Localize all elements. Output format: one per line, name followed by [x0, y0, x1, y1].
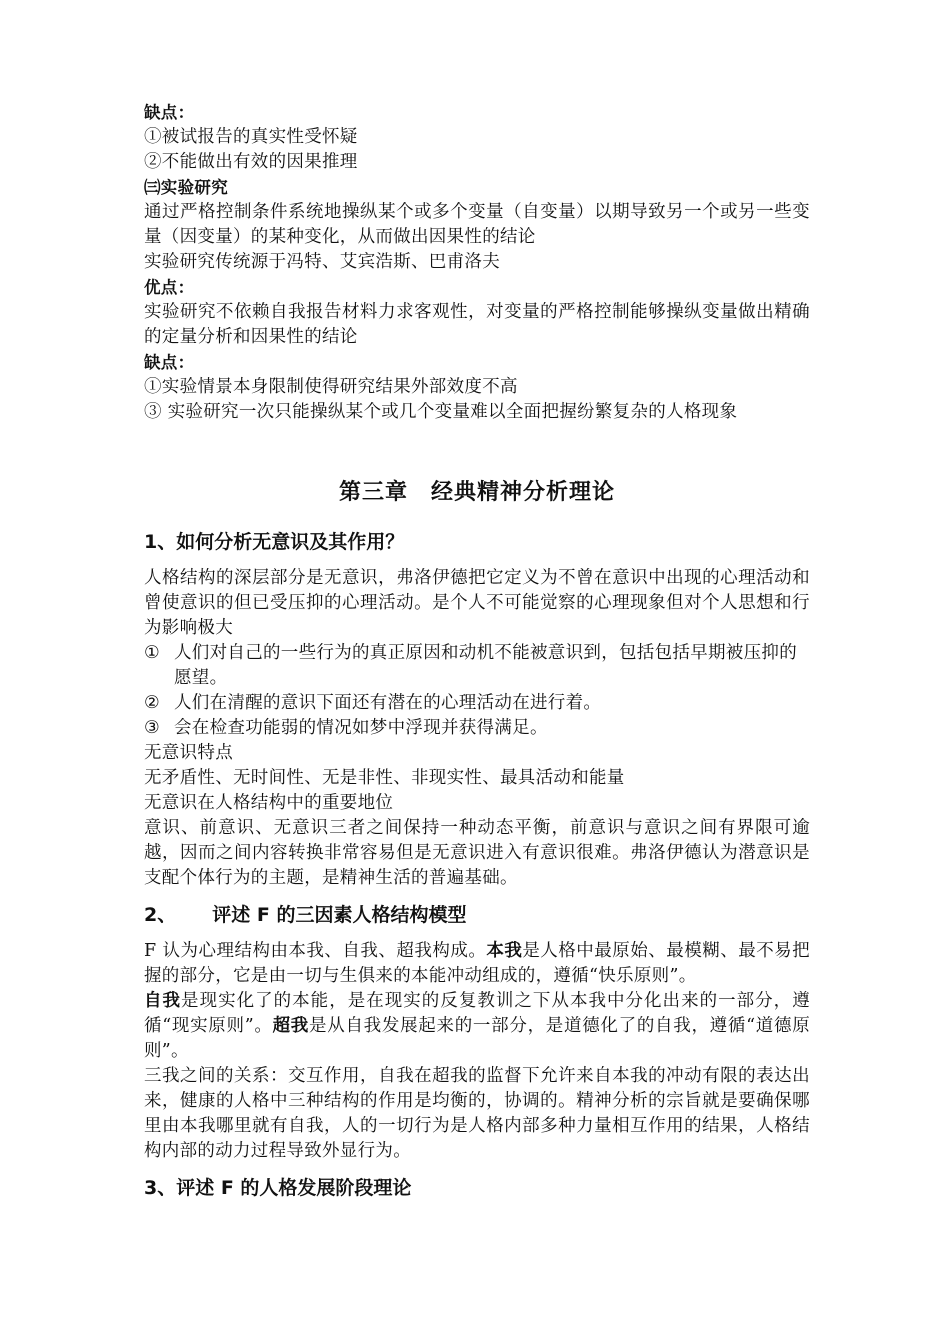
q1-list-item-3 — [144, 716, 810, 741]
q1-features-title: 无意识特点 — [144, 743, 233, 763]
q2-p2-text-a: 是现实化了的本能，是在现实的反复教训之下从本我中分化出来的一部分，遵循“现实原则”。 — [144, 991, 810, 1036]
q2-title-num: 2、 — [144, 904, 177, 926]
q2-paragraph-2 — [144, 989, 810, 1064]
cons-item-2: ②不能做出有效的因果推理 — [144, 152, 358, 172]
q2-paragraph-3: 三我之间的关系：交互作用，自我在超我的监督下允许来自本我的冲动有限的表达出来，健康的人格中三种结构的作用是均衡的，协调的。精神分析的宗旨就是要确保哪里由本我哪里就有自我，人的一切行为是人格内部多种力量相互作用的结果，人格结构内部的动力过程导致外显行为。 — [144, 1066, 810, 1161]
experiment-definition: 通过严格控制条件系统地操纵某个或多个变量（自变量）以期导致另一个或另一些变量（因变量）的某种变化，从而做出因果性的结论 — [144, 202, 810, 247]
page-content — [144, 100, 810, 1212]
q1-item-3-num: ③ — [144, 718, 160, 738]
q1-features-text: 无矛盾性、无时间性、无是非性、非现实性、最具活动和能量 — [144, 768, 625, 788]
pros-text: 实验研究不依赖自我报告材料力求客观性，对变量的严格控制能够操纵变量做出精确的定量分析和因果性的结论 — [144, 302, 810, 347]
q1-item-2-text: 人们在清醒的意识下面还有潜在的心理活动在进行着。 — [174, 693, 602, 713]
pros-label: 优点： — [144, 278, 195, 297]
q1-list-item-1 — [144, 641, 810, 691]
q2-title-text: 评述 F 的三因素人格结构模型 — [212, 904, 467, 926]
q2-p1-text-b: 是人格中最原始、最模糊、最不易把握的部分，它是由一切与生俱来的本能冲动组成的，遵循“快乐原则”。 — [144, 941, 810, 986]
experiment-origin: 实验研究传统源于冯特、艾宾浩斯、巴甫洛夫 — [144, 252, 500, 272]
keyword-superego: 超我 — [272, 1016, 310, 1036]
q3-title: 3、评述 F 的人格发展阶段理论 — [144, 1177, 412, 1199]
q1-item-3-text: 会在检查功能弱的情况如梦中浮现并获得满足。 — [174, 718, 548, 738]
experiment-heading: ㈢实验研究 — [144, 178, 228, 197]
q2-p1-text-a: F 认为心理结构由本我、自我、超我构成。 — [144, 941, 487, 961]
q1-item-1-num: ① — [144, 643, 160, 663]
q1-item-2-num: ② — [144, 693, 160, 713]
keyword-id: 本我 — [486, 941, 523, 961]
cons-item-1: ①被试报告的真实性受怀疑 — [144, 127, 358, 147]
q2-title — [144, 901, 810, 929]
chapter-title: 第三章 经典精神分析理论 — [338, 480, 615, 505]
q2-p2-text-b: 是从自我发展起来的一部分，是道德化了的自我，遵循“道德原则”。 — [144, 1016, 810, 1061]
q1-role-text: 意识、前意识、无意识三者之间保持一种动态平衡，前意识与意识之间有界限可逾越，因而之间内容转换非常容易但是无意识进入有意识很难。弗洛伊德认为潜意识是支配个体行为的主题，是精神生活的普遍基础。 — [144, 818, 810, 888]
q1-intro: 人格结构的深层部分是无意识，弗洛伊德把它定义为不曾在意识中出现的心理活动和曾使意识的但已受压抑的心理活动。是个人不可能觉察的心理现象但对个人思想和行为影响极大 — [144, 568, 810, 638]
q1-list-item-2 — [144, 691, 810, 716]
q1-title: 1、如何分析无意识及其作用？ — [144, 531, 405, 553]
cons2-label: 缺点： — [144, 353, 195, 372]
q1-item-1-text: 人们对自己的一些行为的真正原因和动机不能被意识到，包括包括早期被压抑的愿望。 — [174, 643, 797, 688]
cons-label: 缺点： — [144, 103, 195, 122]
q1-role-title: 无意识在人格结构中的重要地位 — [144, 793, 394, 813]
q2-paragraph-1 — [144, 939, 810, 989]
cons2-item-2: ③ 实验研究一次只能操纵某个或几个变量难以全面把握纷繁复杂的人格现象 — [144, 402, 738, 422]
keyword-ego: 自我 — [144, 991, 182, 1011]
cons2-item-1: ①实验情景本身限制使得研究结果外部效度不高 — [144, 377, 518, 397]
